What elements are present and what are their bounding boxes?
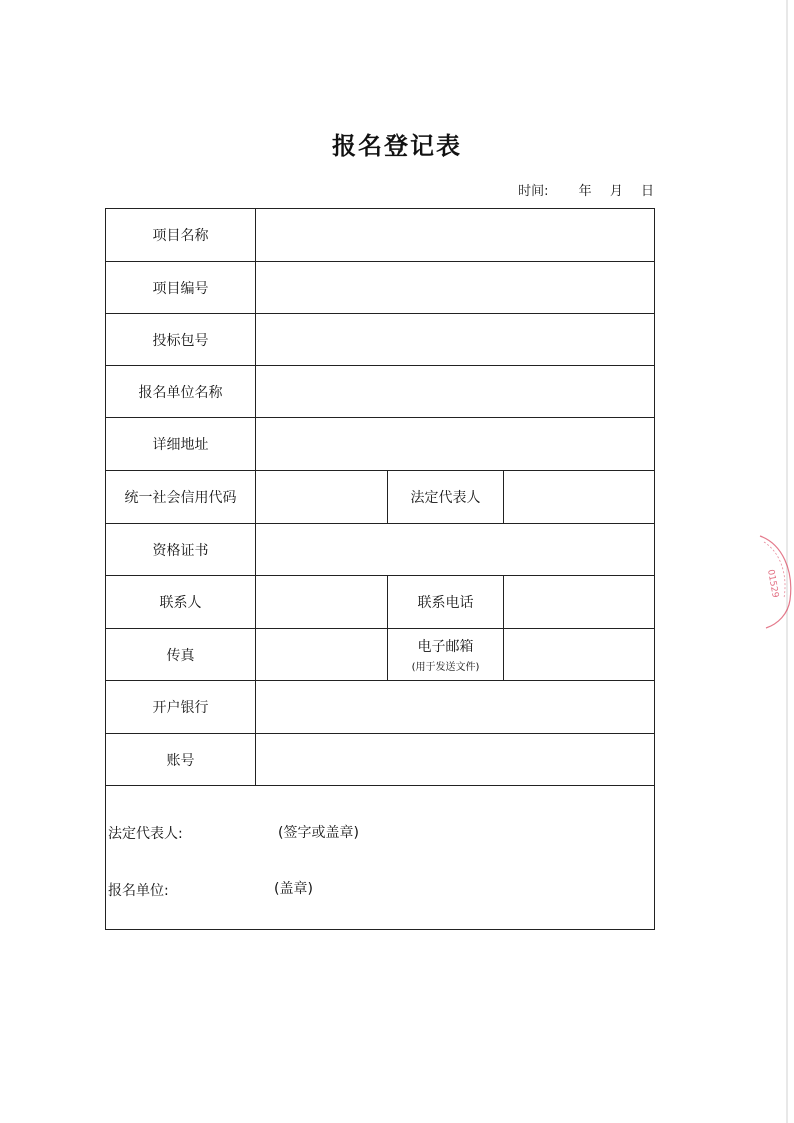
- label-legal-representative: 法定代表人: [387, 471, 504, 523]
- label-email: 电子邮箱: [417, 639, 474, 655]
- field-bank[interactable]: [256, 681, 654, 733]
- form-row-project-number: [106, 262, 654, 314]
- unit-seal-note: (盖章): [274, 881, 313, 897]
- date-label: 时间:: [518, 184, 549, 199]
- label-credit-code: 统一社会信用代码: [106, 471, 256, 523]
- svg-text:01529: 01529: [765, 568, 780, 599]
- field-account[interactable]: [256, 734, 654, 785]
- label-project-number: 项目编号: [106, 262, 256, 313]
- form-row-qualification: [106, 524, 654, 576]
- form-row-fax-email: [106, 629, 654, 681]
- field-legal-representative[interactable]: [504, 471, 654, 523]
- label-unit-name: 报名单位名称: [106, 366, 256, 417]
- date-line: [480, 180, 654, 199]
- field-credit-code[interactable]: [256, 471, 387, 523]
- page-title: 报名登记表: [332, 132, 462, 160]
- form-row-unit-name: [106, 366, 654, 418]
- label-bid-package: 投标包号: [106, 314, 256, 365]
- unit-seal-label: 报名单位:: [108, 883, 169, 899]
- registration-form: [105, 208, 655, 930]
- field-contact-person[interactable]: [256, 576, 387, 628]
- seal-stamp-icon: [742, 530, 794, 630]
- field-unit-name[interactable]: [256, 366, 654, 417]
- field-qualification[interactable]: [256, 524, 654, 575]
- form-row-project-name: [106, 209, 654, 262]
- form-row-account: [106, 734, 654, 786]
- field-fax[interactable]: [256, 629, 387, 680]
- date-month-unit: 月: [609, 184, 623, 199]
- field-email[interactable]: [504, 629, 654, 680]
- form-row-bank: [106, 681, 654, 734]
- form-row-credit-code: [106, 471, 654, 524]
- label-email-cell: [387, 629, 504, 680]
- label-account: 账号: [106, 734, 256, 785]
- legal-rep-signature-note: (签字或盖章): [278, 825, 359, 841]
- label-email-note: (用于发送文件): [411, 662, 480, 673]
- label-contact-person: 联系人: [106, 576, 256, 628]
- label-address: 详细地址: [106, 418, 256, 470]
- label-bank: 开户银行: [106, 681, 256, 733]
- date-day-unit: 日: [640, 184, 654, 199]
- form-row-bid-package: [106, 314, 654, 366]
- field-project-name[interactable]: [256, 209, 654, 261]
- label-qualification: 资格证书: [106, 524, 256, 575]
- field-bid-package[interactable]: [256, 314, 654, 365]
- field-contact-phone[interactable]: [504, 576, 654, 628]
- label-fax: 传真: [106, 629, 256, 680]
- form-row-address: [106, 418, 654, 471]
- label-contact-phone: 联系电话: [387, 576, 504, 628]
- legal-rep-signature-label: 法定代表人:: [108, 826, 183, 842]
- field-address[interactable]: [256, 418, 654, 470]
- signature-area: [106, 786, 654, 929]
- date-year-unit: 年: [578, 184, 592, 199]
- field-project-number[interactable]: [256, 262, 654, 313]
- label-project-name: 项目名称: [106, 209, 256, 261]
- form-row-contact: [106, 576, 654, 629]
